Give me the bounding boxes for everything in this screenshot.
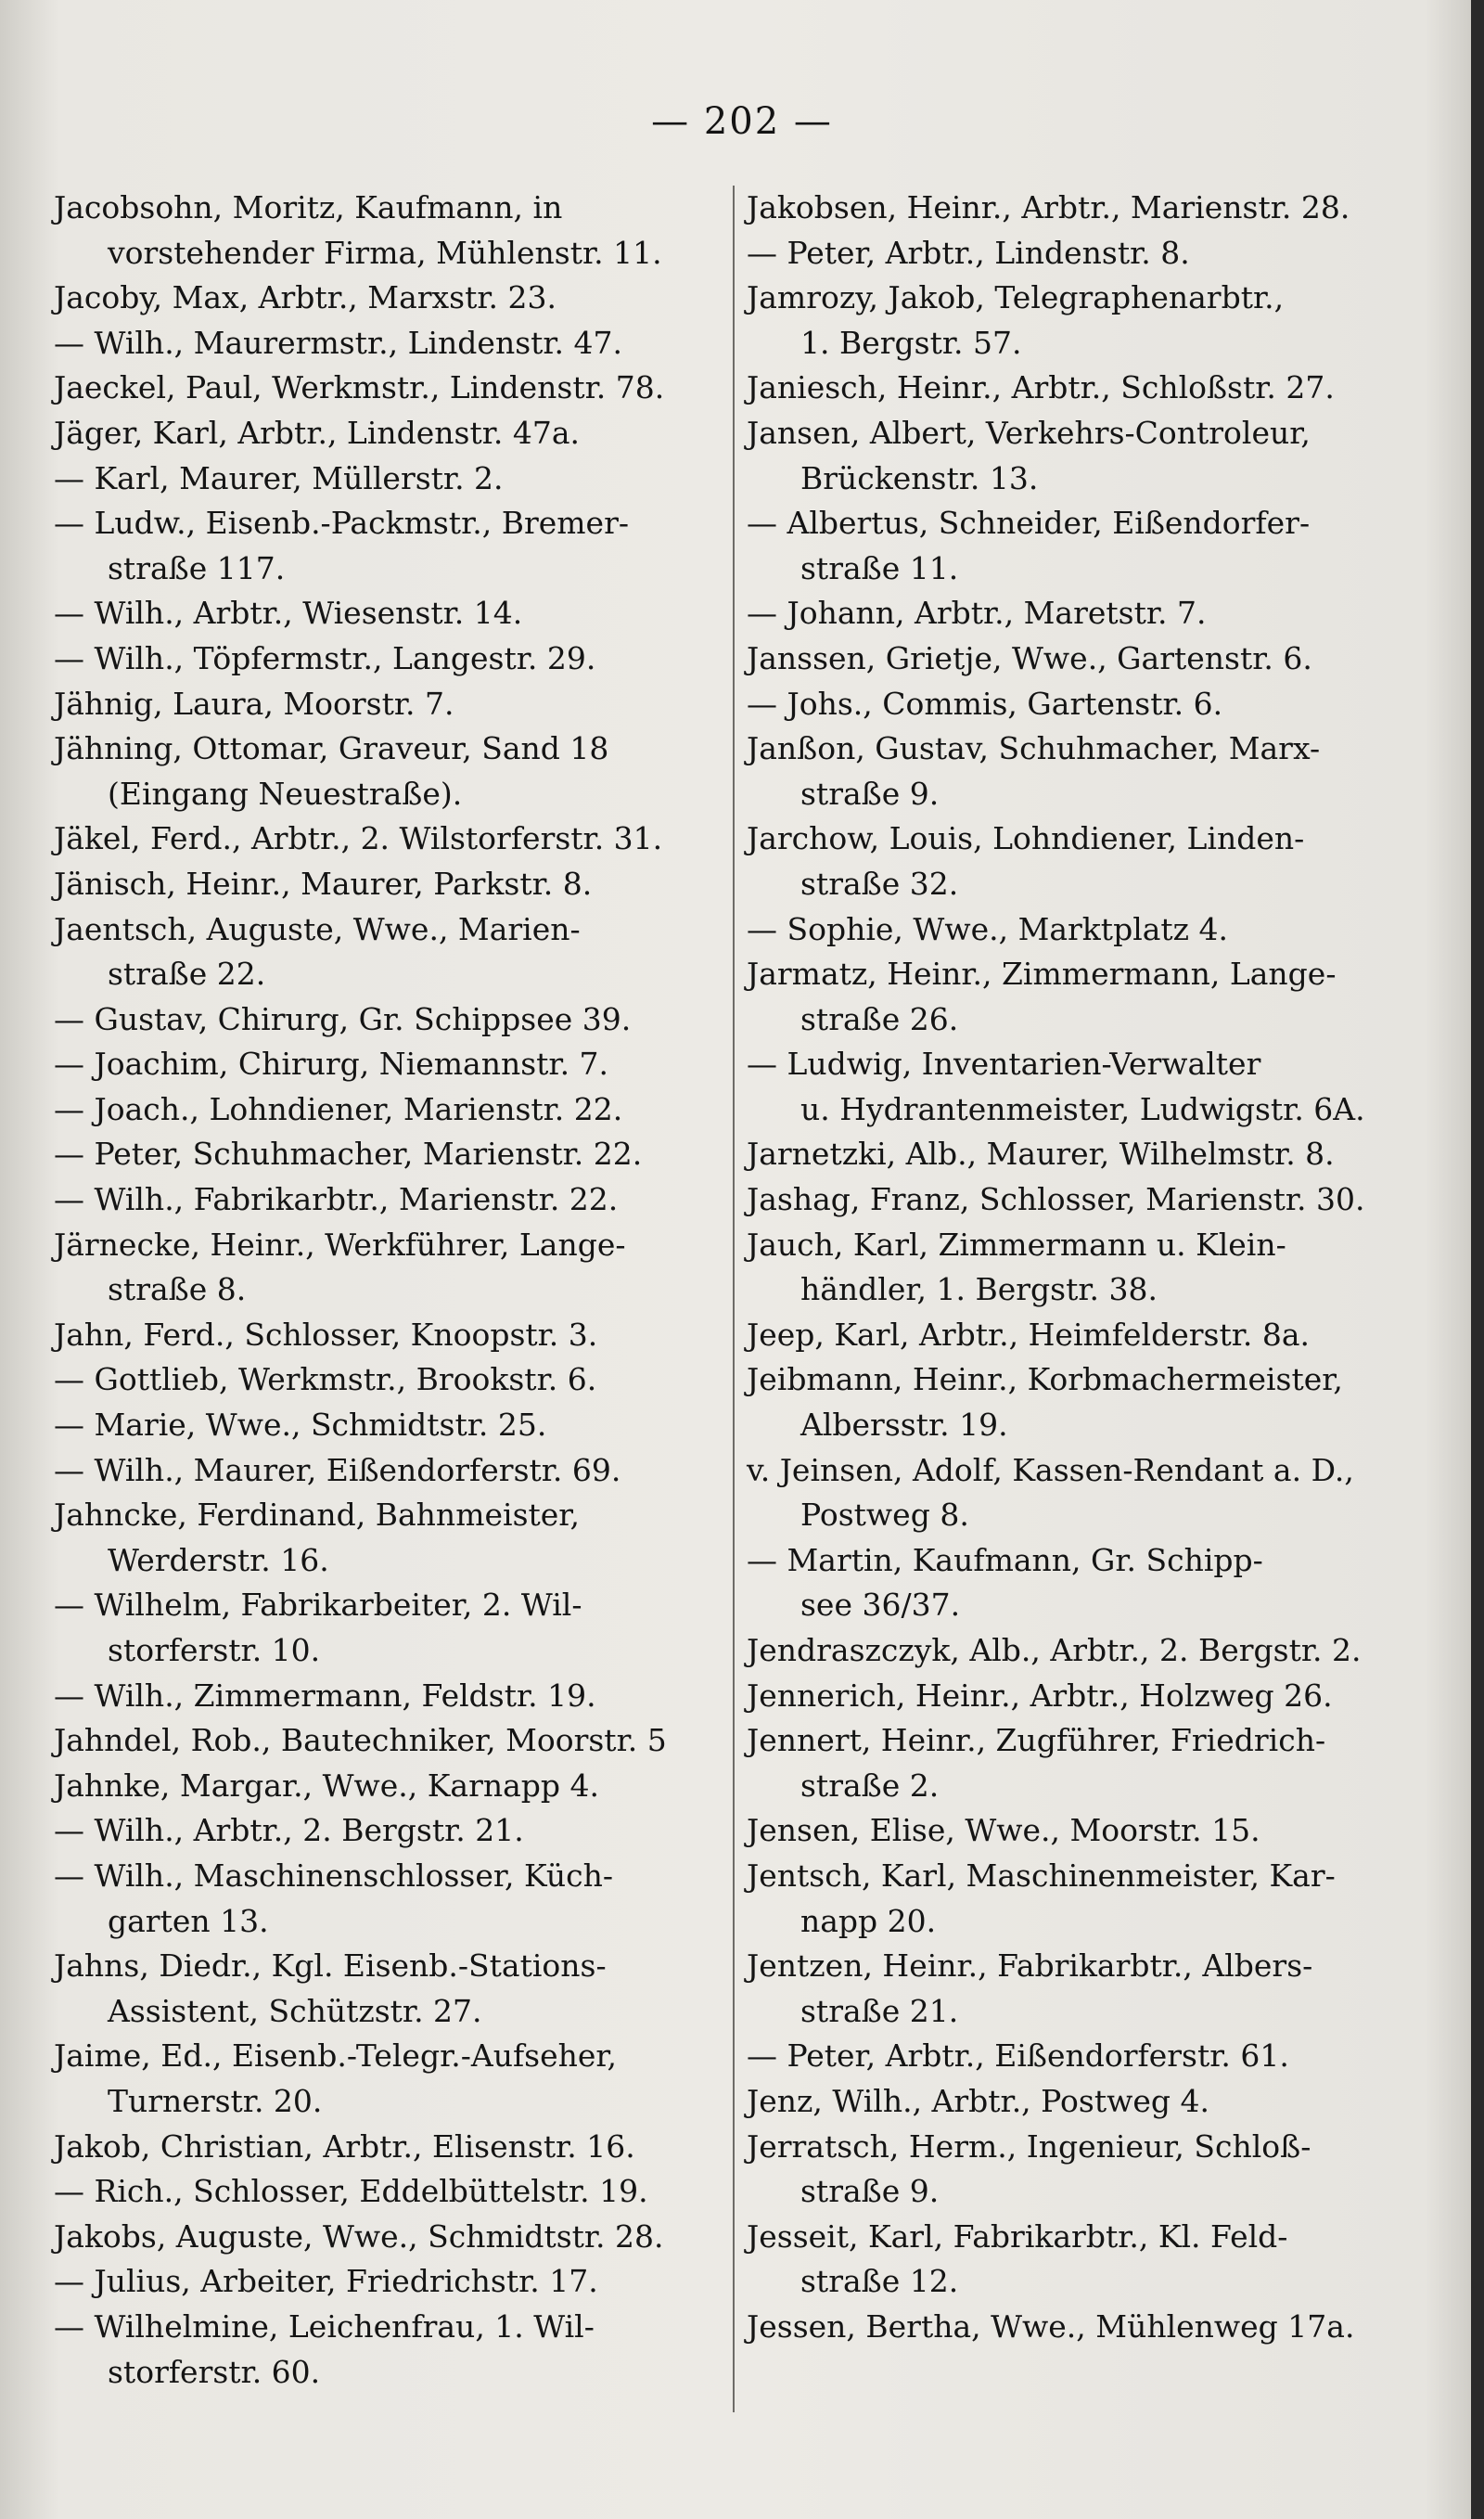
directory-entry-line: Jendraszczyk, Alb., Arbtr., 2. Bergstr. 2.	[747, 1632, 1362, 1668]
directory-entry-line: — Peter, Arbtr., Eißendorferstr. 61.	[747, 2037, 1289, 2075]
directory-entry-line: — Joachim, Chirurg, Niemannstr. 7.	[54, 1046, 609, 1083]
directory-entry-line: straße 9.	[800, 2173, 940, 2210]
directory-entry-line: Jahns, Diedr., Kgl. Eisenb.-Stations-	[54, 1947, 607, 1985]
directory-entry-line: straße 12.	[800, 2263, 959, 2300]
directory-entry-line: napp 20.	[800, 1902, 937, 1939]
directory-entry-line: Jeep, Karl, Arbtr., Heimfelderstr. 8a.	[747, 1316, 1311, 1353]
directory-entry-line: Jentsch, Karl, Maschinenmeister, Kar-	[747, 1857, 1336, 1894]
directory-entry-line: straße 22.	[108, 956, 266, 993]
directory-entry-line: — Martin, Kaufmann, Gr. Schipp-	[747, 1541, 1263, 1578]
directory-entry-line: v. Jeinsen, Adolf, Kassen-Rendant a. D.,	[747, 1451, 1354, 1488]
directory-entry-line: Jauch, Karl, Zimmermann u. Klein-	[747, 1226, 1286, 1263]
page-edge-shadow	[1471, 0, 1484, 2519]
left-column	[54, 186, 740, 2395]
directory-entry-line: 1. Bergstr. 57.	[800, 324, 1022, 361]
directory-entry-line: straße 8.	[108, 1271, 247, 1308]
directory-entry-line: Postweg 8.	[800, 1497, 969, 1534]
directory-entry-line: straße 26.	[800, 1000, 959, 1037]
directory-entry-line: Jaentsch, Auguste, Wwe., Marien-	[54, 910, 581, 947]
directory-entry-line: Jahndel, Rob., Bautechniker, Moorstr. 5	[54, 1722, 667, 1759]
directory-entry-line: — Wilh., Töpfermstr., Langestr. 29.	[54, 639, 596, 676]
directory-entry-line: Brückenstr. 13.	[800, 459, 1039, 496]
directory-entry-line: Jaime, Ed., Eisenb.-Telegr.-Aufseher,	[54, 2037, 618, 2075]
directory-entry-line: Jansen, Albert, Verkehrs-Controleur,	[747, 414, 1311, 451]
directory-entry-line: — Wilh., Fabrikarbtr., Marienstr. 22.	[54, 1181, 619, 1218]
directory-entry-line: Assistent, Schützstr. 27.	[108, 1992, 482, 2029]
directory-entry-line: Järnecke, Heinr., Werkführer, Lange-	[54, 1226, 626, 1263]
directory-entry-line: händler, 1. Bergstr. 38.	[800, 1271, 1158, 1308]
directory-entry-line: — Sophie, Wwe., Marktplatz 4.	[747, 910, 1229, 947]
directory-entry-line: Jakobsen, Heinr., Arbtr., Marienstr. 28.	[747, 189, 1350, 225]
directory-entry-line: Jaeckel, Paul, Werkmstr., Lindenstr. 78.	[54, 369, 665, 406]
directory-entry-line: — Wilh., Maschinenschlosser, Küch-	[54, 1857, 614, 1894]
directory-entry-line: — Johann, Arbtr., Maretstr. 7.	[747, 595, 1207, 632]
directory-entry-line: storferstr. 60.	[108, 2353, 321, 2390]
directory-entry-line: Jänisch, Heinr., Maurer, Parkstr. 8.	[54, 865, 593, 902]
directory-entry-line: Werderstr. 16.	[108, 1541, 329, 1578]
directory-entry-line: — Gottlieb, Werkmstr., Brookstr. 6.	[54, 1361, 597, 1398]
directory-entry-line: — Marie, Wwe., Schmidtstr. 25.	[54, 1407, 547, 1444]
directory-entry-line: Jarmatz, Heinr., Zimmermann, Lange-	[747, 956, 1337, 993]
directory-entry-line: — Gustav, Chirurg, Gr. Schippsee 39.	[54, 1000, 632, 1037]
directory-entry-line: straße 117.	[108, 549, 286, 586]
directory-entry-line: — Wilhelm, Fabrikarbeiter, 2. Wil-	[54, 1587, 582, 1624]
directory-entry-line: Jakobs, Auguste, Wwe., Schmidtstr. 28.	[54, 2217, 664, 2255]
directory-entry-line: Jähning, Ottomar, Graveur, Sand 18	[54, 730, 609, 767]
directory-entry-line: Jakob, Christian, Arbtr., Elisenstr. 16.	[54, 2127, 635, 2165]
directory-entry-line: — Wilhelmine, Leichenfrau, 1. Wil-	[54, 2307, 595, 2345]
directory-entry-line: u. Hydrantenmeister, Ludwigstr. 6A.	[800, 1090, 1365, 1127]
directory-entry-line: straße 9.	[800, 775, 940, 812]
directory-entry-line: — Wilh., Arbtr., 2. Bergstr. 21.	[54, 1812, 524, 1849]
directory-entry-line: storferstr. 10.	[108, 1632, 321, 1668]
directory-entry-line: Jerratsch, Herm., Ingenieur, Schloß-	[747, 2127, 1311, 2165]
directory-entry-line: Albersstr. 19.	[800, 1407, 1008, 1444]
directory-entry-line: straße 21.	[800, 1992, 959, 2029]
directory-entry-line: — Wilh., Maurer, Eißendorferstr. 69.	[54, 1451, 621, 1488]
directory-entry-line: see 36/37.	[800, 1587, 961, 1624]
directory-entry-line: Jamrozy, Jakob, Telegraphenarbtr.,	[747, 279, 1285, 316]
directory-entry-line: — Rich., Schlosser, Eddelbüttelstr. 19.	[54, 2173, 648, 2210]
directory-entry-line: Jeibmann, Heinr., Korbmachermeister,	[747, 1361, 1343, 1398]
directory-entry-line: Jenz, Wilh., Arbtr., Postweg 4.	[747, 2082, 1209, 2119]
directory-entry-line: Jentzen, Heinr., Fabrikarbtr., Albers-	[747, 1947, 1313, 1985]
directory-entry-line: — Wilh., Zimmermann, Feldstr. 19.	[54, 1677, 596, 1714]
directory-entry-line: Jarnetzki, Alb., Maurer, Wilhelmstr. 8.	[747, 1136, 1335, 1173]
directory-entry-line: straße 2.	[800, 1767, 940, 1804]
directory-entry-line: — Peter, Schuhmacher, Marienstr. 22.	[54, 1136, 643, 1173]
directory-entry-line: Jahnke, Margar., Wwe., Karnapp 4.	[54, 1767, 599, 1804]
right-column	[747, 186, 1438, 2350]
directory-entry-line: Jessen, Bertha, Wwe., Mühlenweg 17a.	[747, 2307, 1355, 2345]
directory-entry-line: Janiesch, Heinr., Arbtr., Schloßstr. 27.	[747, 369, 1335, 406]
directory-entry-line: — Ludw., Eisenb.-Packmstr., Bremer-	[54, 505, 629, 542]
directory-entry-line: Janßon, Gustav, Schuhmacher, Marx-	[747, 730, 1321, 767]
directory-entry-line: Jäger, Karl, Arbtr., Lindenstr. 47a.	[54, 414, 581, 451]
directory-entry-line: Jacobsohn, Moritz, Kaufmann, in	[54, 189, 563, 225]
directory-entry-line: — Joach., Lohndiener, Marienstr. 22.	[54, 1090, 623, 1127]
directory-entry-line: — Julius, Arbeiter, Friedrichstr. 17.	[54, 2263, 598, 2300]
directory-entry-line: — Ludwig, Inventarien-Verwalter	[747, 1046, 1261, 1083]
directory-entry-line: Janssen, Grietje, Wwe., Gartenstr. 6.	[747, 639, 1312, 676]
directory-entry-line: — Peter, Arbtr., Lindenstr. 8.	[747, 234, 1190, 271]
directory-entry-line: Jesseit, Karl, Fabrikarbtr., Kl. Feld-	[747, 2217, 1288, 2255]
directory-entry-line: — Karl, Maurer, Müllerstr. 2.	[54, 459, 504, 496]
directory-entry-line: straße 32.	[800, 865, 959, 902]
directory-entry-line: Jashag, Franz, Schlosser, Marienstr. 30.	[747, 1181, 1365, 1218]
directory-entry-line: Jahn, Ferd., Schlosser, Knoopstr. 3.	[54, 1316, 598, 1353]
directory-entry-line: Jarchow, Louis, Lohndiener, Linden-	[747, 820, 1305, 857]
directory-entry-line: Turnerstr. 20.	[108, 2082, 323, 2119]
directory-entry-line: (Eingang Neuestraße).	[108, 775, 463, 812]
directory-entry-line: Jäkel, Ferd., Arbtr., 2. Wilstorferstr. 31.	[54, 820, 663, 857]
directory-entry-line: vorstehender Firma, Mühlenstr. 11.	[108, 234, 662, 271]
directory-entry-line: Jensen, Elise, Wwe., Moorstr. 15.	[747, 1812, 1260, 1849]
directory-entry-line: — Johs., Commis, Gartenstr. 6.	[747, 685, 1223, 722]
directory-entry-line: — Wilh., Maurermstr., Lindenstr. 47.	[54, 324, 622, 361]
directory-entry-line: — Albertus, Schneider, Eißendorfer-	[747, 505, 1311, 542]
directory-entry-line: Jahncke, Ferdinand, Bahnmeister,	[54, 1497, 580, 1534]
directory-entry-line: Jennert, Heinr., Zugführer, Friedrich-	[747, 1722, 1326, 1759]
directory-entry-line: garten 13.	[108, 1902, 269, 1939]
directory-entry-line: — Wilh., Arbtr., Wiesenstr. 14.	[54, 595, 523, 632]
directory-entry-line: Jacoby, Max, Arbtr., Marxstr. 23.	[54, 279, 556, 316]
directory-entry-line: straße 11.	[800, 549, 959, 586]
page-number: — 202 —	[651, 100, 833, 143]
directory-entry-line: Jähnig, Laura, Moorstr. 7.	[54, 685, 454, 722]
directory-entry-line: Jennerich, Heinr., Arbtr., Holzweg 26.	[747, 1677, 1333, 1714]
